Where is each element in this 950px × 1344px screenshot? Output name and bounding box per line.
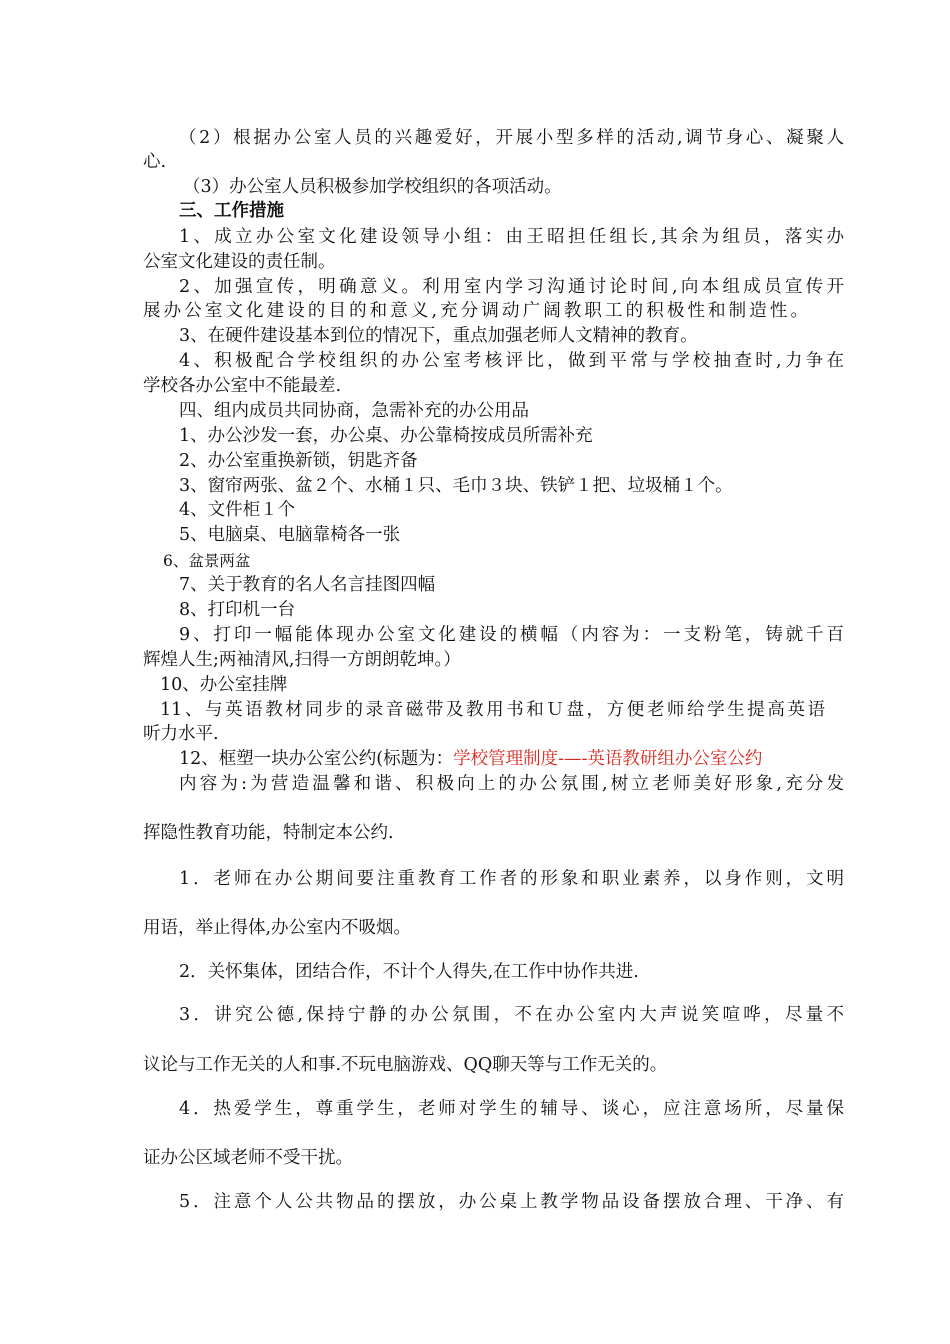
list-item bbox=[143, 747, 844, 771]
rule-item: 3．讲究公德,保持宁静的办公氛围，不在办公室内大声说笑喧哗，尽量不 bbox=[179, 1005, 844, 1025]
text-line: 议论与工作无关的人和事.不玩电脑游戏、QQ聊天等与工作无关的。 bbox=[143, 1055, 668, 1075]
text-line: 1、成立办公室文化建设领导小组：由王昭担任组长,其余为组员，落实办 bbox=[179, 227, 844, 247]
text-line: 学校各办公室中不能最差. bbox=[143, 376, 342, 396]
list-item-text: 12、框塑一块办公室公约(标题为： bbox=[179, 749, 454, 769]
text-line: 4、积极配合学校组织的办公室考核评比，做到平常与学校抽查时,力争在 bbox=[179, 351, 844, 371]
text-line: 内容为:为营造温馨和谐、积极向上的办公氛围,树立老师美好形象,充分发 bbox=[179, 774, 844, 794]
list-item: 7、关于教育的名人名言挂图四幅 bbox=[179, 575, 436, 595]
list-item: 1、办公沙发一套，办公桌、办公靠椅按成员所需补充 bbox=[179, 426, 593, 446]
text-line: （3）办公室人员积极参加学校组织的各项活动。 bbox=[183, 177, 562, 197]
list-item: 10、办公室挂牌 bbox=[160, 675, 288, 695]
list-item: 3、窗帘两张、盆２个、水桶１只、毛巾３块、铁铲１把、垃圾桶１个。 bbox=[179, 476, 733, 496]
list-item: 4、文件柜１个 bbox=[179, 500, 296, 520]
list-item: 6、盆景两盆 bbox=[163, 552, 251, 570]
list-item: 8、打印机一台 bbox=[179, 600, 296, 620]
list-item: 9、打印一幅能体现办公室文化建设的横幅（内容为：一支粉笔，铸就千百 bbox=[179, 625, 844, 645]
text-line: 听力水平. bbox=[143, 724, 219, 744]
rule-item: 4．热爱学生，尊重学生，老师对学生的辅导、谈心，应注意场所，尽量保 bbox=[179, 1099, 844, 1119]
list-item: 5、电脑桌、电脑靠椅各一张 bbox=[179, 525, 401, 545]
section-heading: 三、工作措施 bbox=[179, 201, 284, 221]
text-line: 挥隐性教育功能，特制定本公约. bbox=[143, 823, 394, 843]
text-line: 证办公区域老师不受干扰。 bbox=[143, 1148, 353, 1168]
text-line: 用语，举止得体,办公室内不吸烟。 bbox=[143, 918, 412, 938]
list-item: 2、办公室重换新锁，钥匙齐备 bbox=[179, 451, 418, 471]
text-line: 公室文化建设的责任制。 bbox=[143, 252, 336, 272]
text-line: 展办公室文化建设的目的和意义,充分调动广阔教职工的积极性和制造性。 bbox=[143, 301, 808, 321]
highlighted-title: 学校管理制度-—-英语教研组办公室公约 bbox=[453, 749, 763, 769]
text-line: 辉煌人生;两袖清风,扫得一方朗朗乾坤。） bbox=[143, 650, 461, 670]
rule-item: 1．老师在办公期间要注重教育工作者的形象和职业素养，以身作则，文明 bbox=[179, 869, 844, 889]
rule-item: 5．注意个人公共物品的摆放，办公桌上教学物品设备摆放合理、干净、有 bbox=[179, 1192, 844, 1212]
section-heading: 四、组内成员共同协商，急需补充的办公用品 bbox=[179, 401, 529, 421]
text-line: 心. bbox=[143, 152, 167, 172]
list-item: 11、与英语教材同步的录音磁带及教用书和Ｕ盘，方便老师给学生提高英语 bbox=[160, 700, 825, 720]
text-line: （2）根据办公室人员的兴趣爱好，开展小型多样的活动,调节身心、凝聚人 bbox=[179, 128, 844, 148]
rule-item: 2．关怀集体，团结合作，不计个人得失,在工作中协作共进. bbox=[179, 962, 639, 982]
text-line: 3、在硬件建设基本到位的情况下，重点加强老师人文精神的教育。 bbox=[179, 326, 698, 346]
text-line: 2、加强宣传，明确意义。利用室内学习沟通讨论时间,向本组成员宣传开 bbox=[179, 277, 844, 297]
